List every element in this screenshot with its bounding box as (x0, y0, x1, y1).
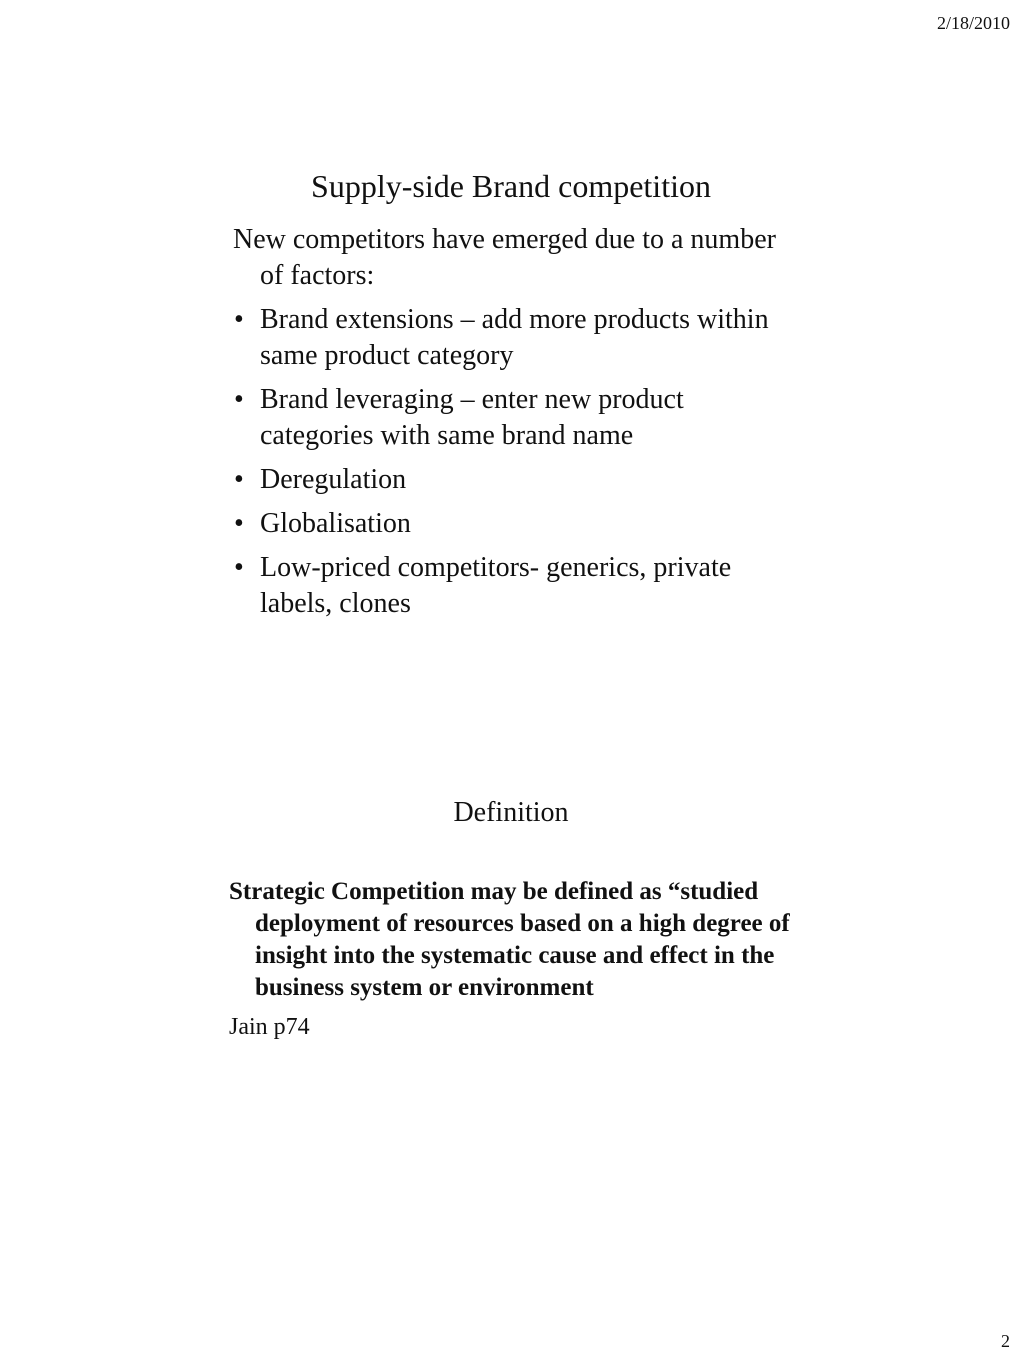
definition-heading: Definition (453, 797, 569, 828)
list-item (233, 382, 793, 454)
list-item-text: Low-priced competitors- generics, private labels, clones (260, 552, 732, 619)
list-item-text: Brand leveraging – enter new product categories with same brand name (260, 384, 684, 451)
source-citation: Jain p74 (229, 1014, 310, 1040)
bullet-icon: • (234, 552, 244, 583)
bullet-icon: • (234, 508, 244, 539)
list-item (233, 302, 793, 374)
bullet-list (233, 302, 793, 622)
page-number: 2 (1001, 1331, 1010, 1351)
intro-text: New competitors have emerged due to a number of factors: (233, 224, 776, 291)
bullet-icon: • (234, 464, 244, 495)
page-date: 2/18/2010 (936, 13, 1010, 33)
list-item (233, 506, 793, 542)
definition-text: Strategic Competition may be defined as “studied deployment of resources based on a high degree of insight into the systematic cause and effect in the business system or environment (229, 878, 790, 1001)
list-item-text: Deregulation (260, 464, 407, 495)
list-item-text: Globalisation (260, 508, 411, 539)
bullet-icon: • (234, 304, 244, 335)
list-item-text: Brand extensions – add more products within same product category (260, 304, 769, 371)
slide-body (233, 222, 793, 630)
list-item (233, 550, 793, 622)
list-item (233, 462, 793, 498)
slide-title: Supply-side Brand competition (311, 168, 711, 204)
bullet-icon: • (234, 384, 244, 415)
